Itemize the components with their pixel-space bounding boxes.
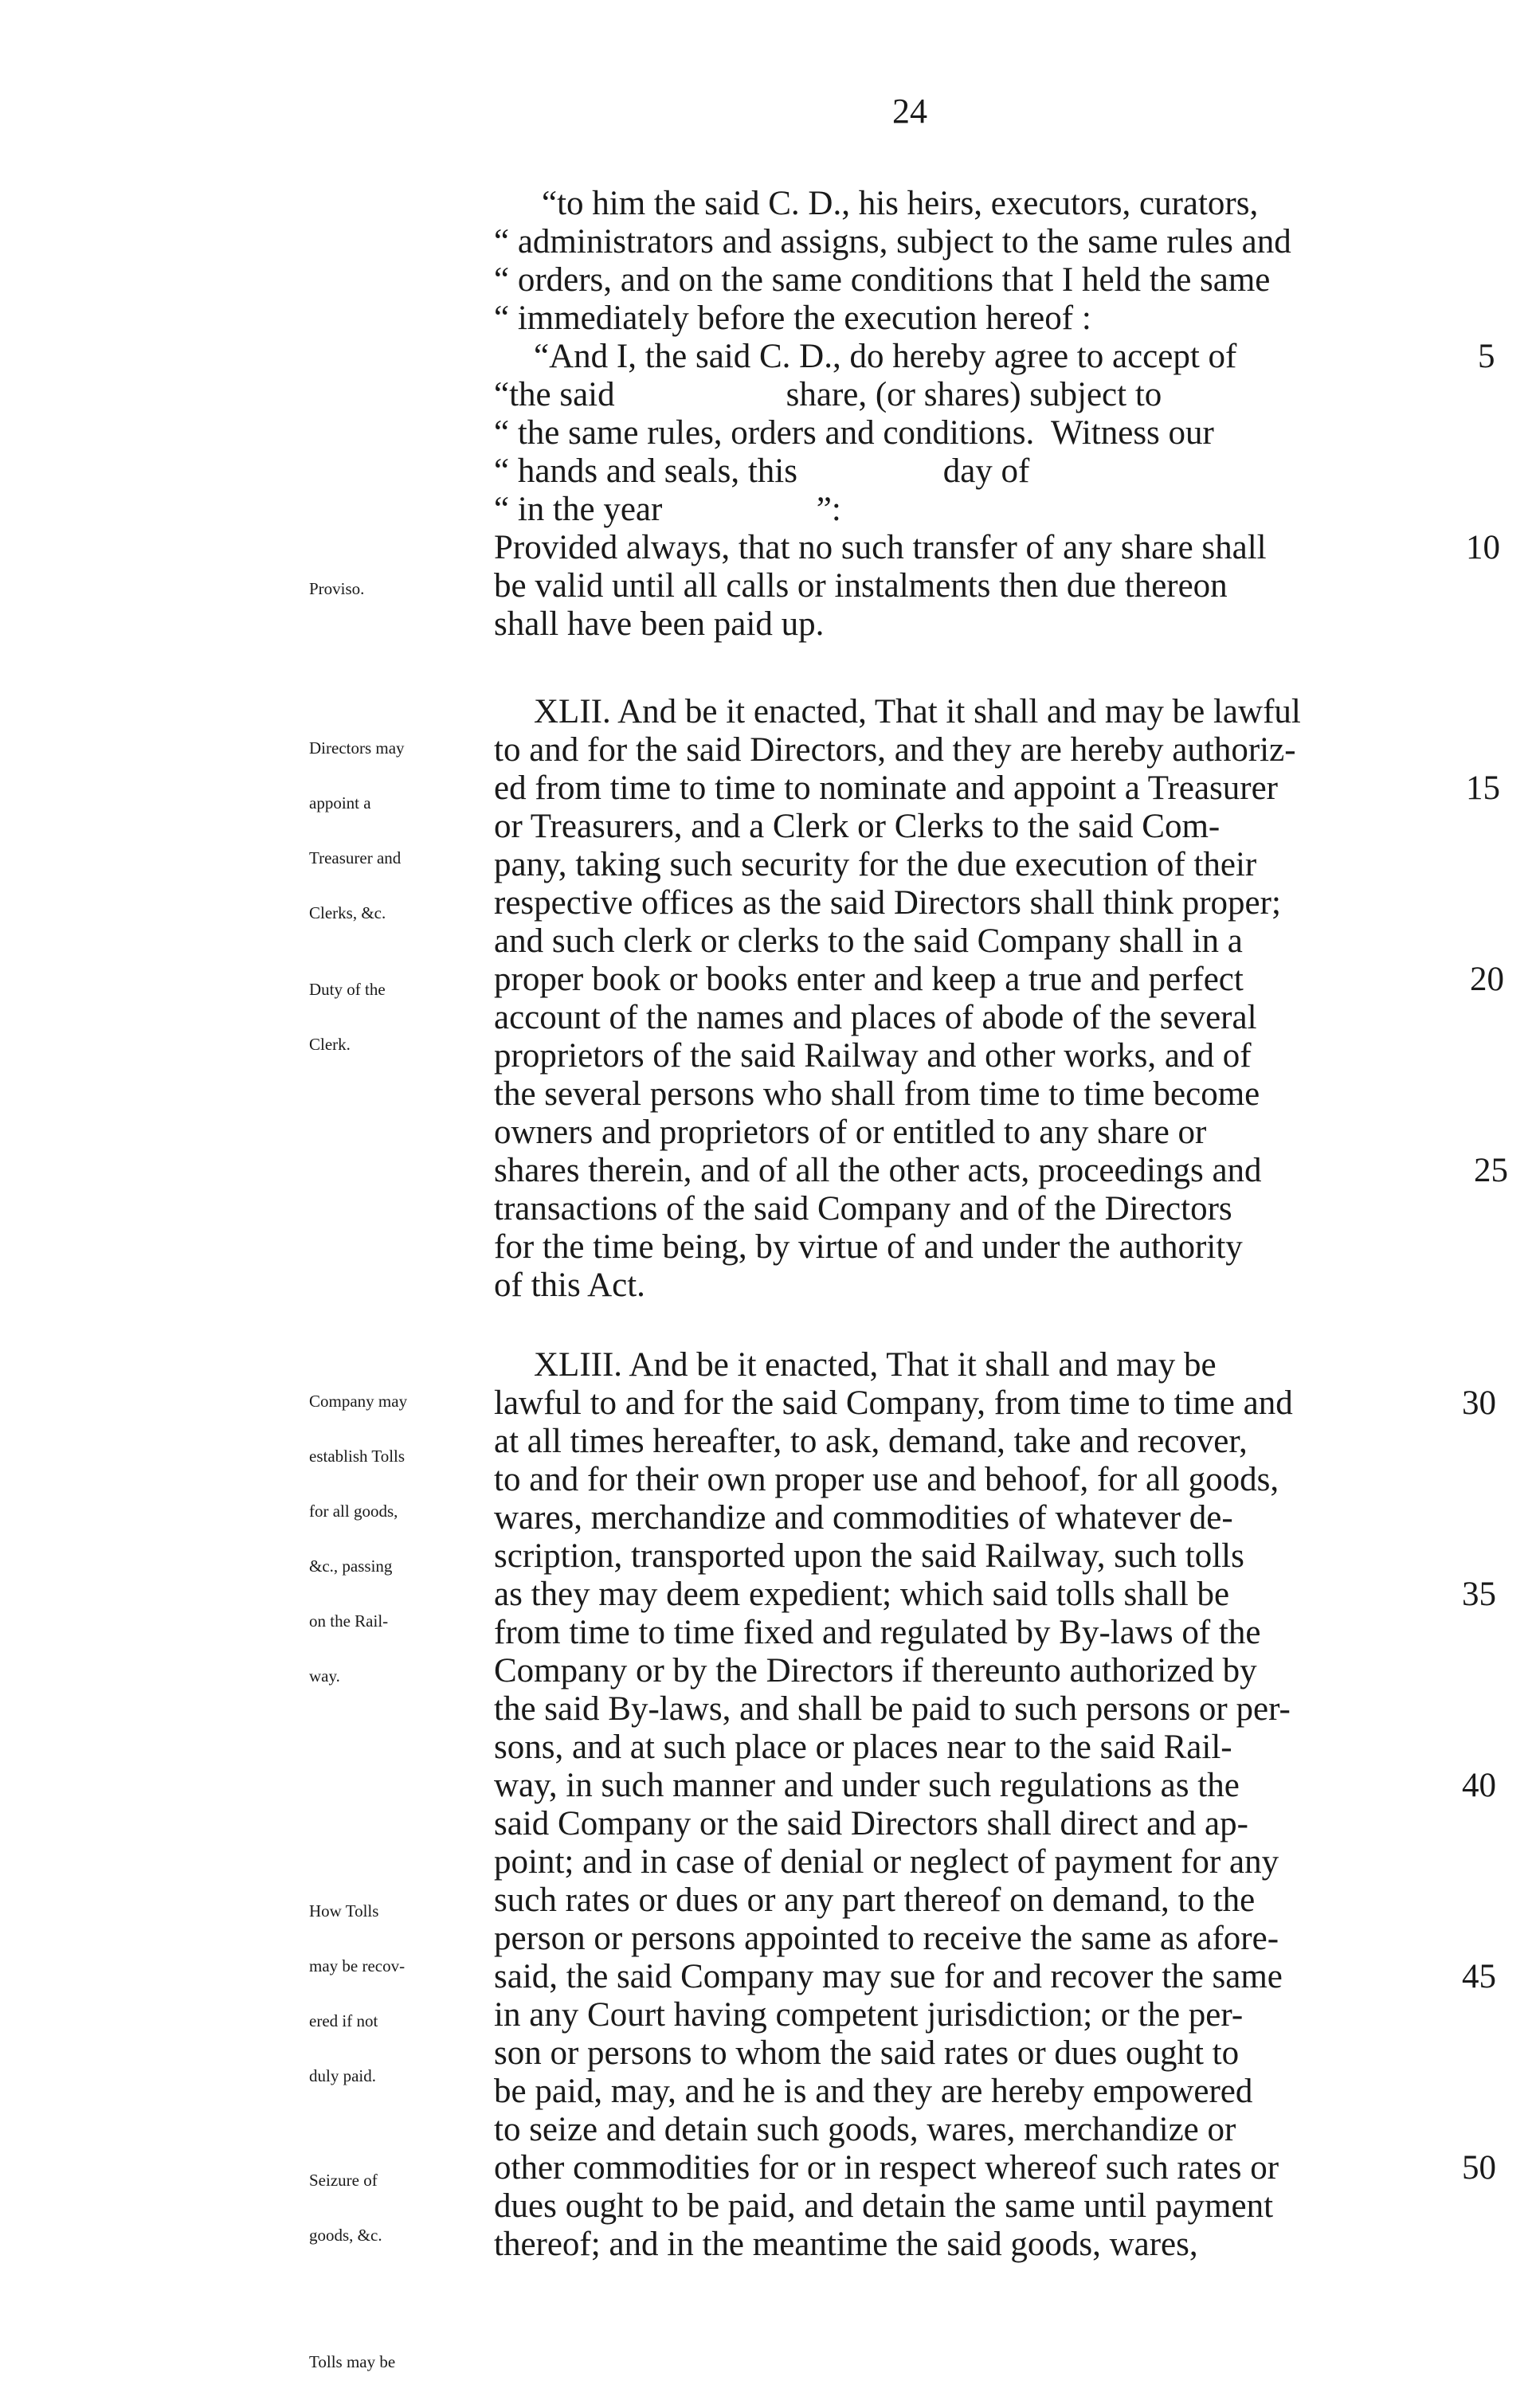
margin-note-line: &c., passing xyxy=(309,1556,393,1576)
line-number: 45 xyxy=(1462,1958,1496,1995)
margin-note-line: goods, &c. xyxy=(309,2226,382,2245)
text-line: “to him the said C. D., his heirs, executors, curators, xyxy=(542,185,1259,222)
text-line: “And I, the said C. D., do hereby agree to accept of xyxy=(534,338,1237,375)
text-line: son or persons to whom the said rates or dues ought to xyxy=(494,2034,1240,2072)
text-line: lawful to and for the said Company, from time to time and xyxy=(494,1384,1293,1422)
text-line: the said By-laws, and shall be paid to such persons or per- xyxy=(494,1690,1291,1728)
line-number: 40 xyxy=(1462,1767,1496,1804)
margin-note-how-tolls xyxy=(309,1866,492,2122)
line-number: 25 xyxy=(1474,1152,1508,1189)
text-line: “ administrators and assigns, subject to the same rules and xyxy=(494,223,1291,260)
text-line: to and for the said Directors, and they are hereby authoriz- xyxy=(494,731,1296,769)
margin-note-line: on the Rail- xyxy=(309,1611,389,1631)
margin-note-directors xyxy=(309,703,492,959)
margin-note-seizure xyxy=(309,2135,492,2281)
margin-note-line: Tolls may be xyxy=(309,2352,396,2371)
text-line: of this Act. xyxy=(494,1267,645,1304)
text-line: proprietors of the said Railway and other works, and of xyxy=(494,1037,1252,1075)
margin-note-line: may be recov- xyxy=(309,1956,406,1975)
line-number: 10 xyxy=(1466,529,1500,566)
text-line: Company or by the Directors if thereunto authorized by xyxy=(494,1652,1257,1690)
margin-note-line: Duty of the xyxy=(309,980,386,999)
text-line: for the time being, by virtue of and under the authority xyxy=(494,1228,1243,1266)
text-line: from time to time fixed and regulated by By-laws of the xyxy=(494,1614,1261,1651)
text-line: respective offices as the said Directors shall think proper; xyxy=(494,884,1281,922)
margin-note-line: appoint a xyxy=(309,793,371,812)
text-line: the several persons who shall from time to time become xyxy=(494,1075,1260,1113)
margin-note-line: Company may xyxy=(309,1392,408,1411)
line-number: 35 xyxy=(1462,1576,1496,1613)
margin-note-line: duly paid. xyxy=(309,2066,376,2085)
text-line: to and for their own proper use and behoof, for all goods, xyxy=(494,1461,1279,1498)
text-line: ed from time to time to nominate and appoint a Treasurer xyxy=(494,769,1279,807)
text-line: account of the names and places of abode of the several xyxy=(494,999,1257,1036)
text-line: and such clerk or clerks to the said Company shall in a xyxy=(494,922,1243,960)
line-number: 30 xyxy=(1462,1384,1496,1422)
margin-note-company xyxy=(309,1356,492,1722)
margin-note-line: How Tolls xyxy=(309,1901,379,1921)
text-line: such rates or dues or any part thereof on demand, to the xyxy=(494,1881,1256,1919)
text-line: way, in such manner and under such regulations as the xyxy=(494,1767,1240,1804)
text-line: “ in the year ”: xyxy=(494,491,841,528)
text-line: sons, and at such place or places near to the said Rail- xyxy=(494,1729,1232,1766)
margin-note-duty xyxy=(309,944,492,1090)
text-line: thereof; and in the meantime the said goods, wares, xyxy=(494,2226,1198,2263)
margin-note-line: Treasurer and xyxy=(309,848,402,867)
text-line: said, the said Company may sue for and recover the same xyxy=(494,1958,1283,1995)
margin-note-line: Clerk. xyxy=(309,1035,351,1054)
text-line: be valid until all calls or instalments then due thereon xyxy=(494,567,1228,605)
text-line: XLII. And be it enacted, That it shall and may be lawful xyxy=(534,693,1301,730)
text-line: to seize and detain such goods, wares, merchandize or xyxy=(494,2111,1236,2148)
text-line: other commodities for or in respect whereof such rates or xyxy=(494,2149,1279,2187)
margin-note-line: establish Tolls xyxy=(309,1447,406,1466)
text-line: scription, transported upon the said Railway, such tolls xyxy=(494,1537,1244,1575)
margin-note-line: Directors may xyxy=(309,738,405,758)
text-line: person or persons appointed to receive the same as afore- xyxy=(494,1920,1279,1957)
text-line: shares therein, and of all the other acts, proceedings and xyxy=(494,1152,1262,1189)
text-line: shall have been paid up. xyxy=(494,605,825,643)
page-number: 24 xyxy=(892,92,927,131)
text-line: be paid, may, and he is and they are hereby empowered xyxy=(494,2073,1253,2110)
margin-note-line: Seizure of xyxy=(309,2171,378,2190)
margin-note-line: Clerks, &c. xyxy=(309,903,386,922)
text-line: wares, merchandize and commodities of whatever de- xyxy=(494,1499,1233,1537)
text-line: “ the same rules, orders and conditions. Witness our xyxy=(494,414,1214,452)
line-number: 50 xyxy=(1462,2149,1496,2187)
margin-note-line: way. xyxy=(309,1666,340,1686)
margin-note-proviso xyxy=(309,543,492,635)
text-line: “the said share, (or shares) subject to xyxy=(494,376,1162,413)
text-line: XLIII. And be it enacted, That it shall and may be xyxy=(534,1346,1217,1384)
line-number: 5 xyxy=(1478,338,1495,375)
margin-note-line: Proviso. xyxy=(309,579,365,598)
text-line: said Company or the said Directors shall direct and ap- xyxy=(494,1805,1248,1842)
text-line: Provided always, that no such transfer of any share shall xyxy=(494,529,1267,566)
text-line: at all times hereafter, to ask, demand, take and recover, xyxy=(494,1423,1248,1460)
margin-note-line: ered if not xyxy=(309,2011,378,2030)
text-line: transactions of the said Company and of the Directors xyxy=(494,1190,1232,1227)
line-number: 20 xyxy=(1470,961,1504,998)
text-line: “ hands and seals, this day of xyxy=(494,452,1030,490)
text-line: proper book or books enter and keep a true and perfect xyxy=(494,961,1244,998)
text-line: “ immediately before the execution hereof : xyxy=(494,300,1091,337)
line-number: 15 xyxy=(1466,769,1500,807)
text-line: as they may deem expedient; which said tolls shall be xyxy=(494,1576,1230,1613)
text-line: “ orders, and on the same conditions that I held the same xyxy=(494,261,1271,299)
text-line: or Treasurers, and a Clerk or Clerks to the said Com- xyxy=(494,808,1221,845)
text-line: dues ought to be paid, and detain the same until payment xyxy=(494,2187,1274,2225)
margin-note-tolls-may xyxy=(309,2316,492,2408)
text-line: point; and in case of denial or neglect of payment for any xyxy=(494,1843,1279,1881)
text-line: pany, taking such security for the due execution of their xyxy=(494,846,1257,883)
text-line: in any Court having competent jurisdiction; or the per- xyxy=(494,1996,1244,2034)
margin-note-line: for all goods, xyxy=(309,1502,398,1521)
text-line: owners and proprietors of or entitled to any share or xyxy=(494,1114,1207,1151)
